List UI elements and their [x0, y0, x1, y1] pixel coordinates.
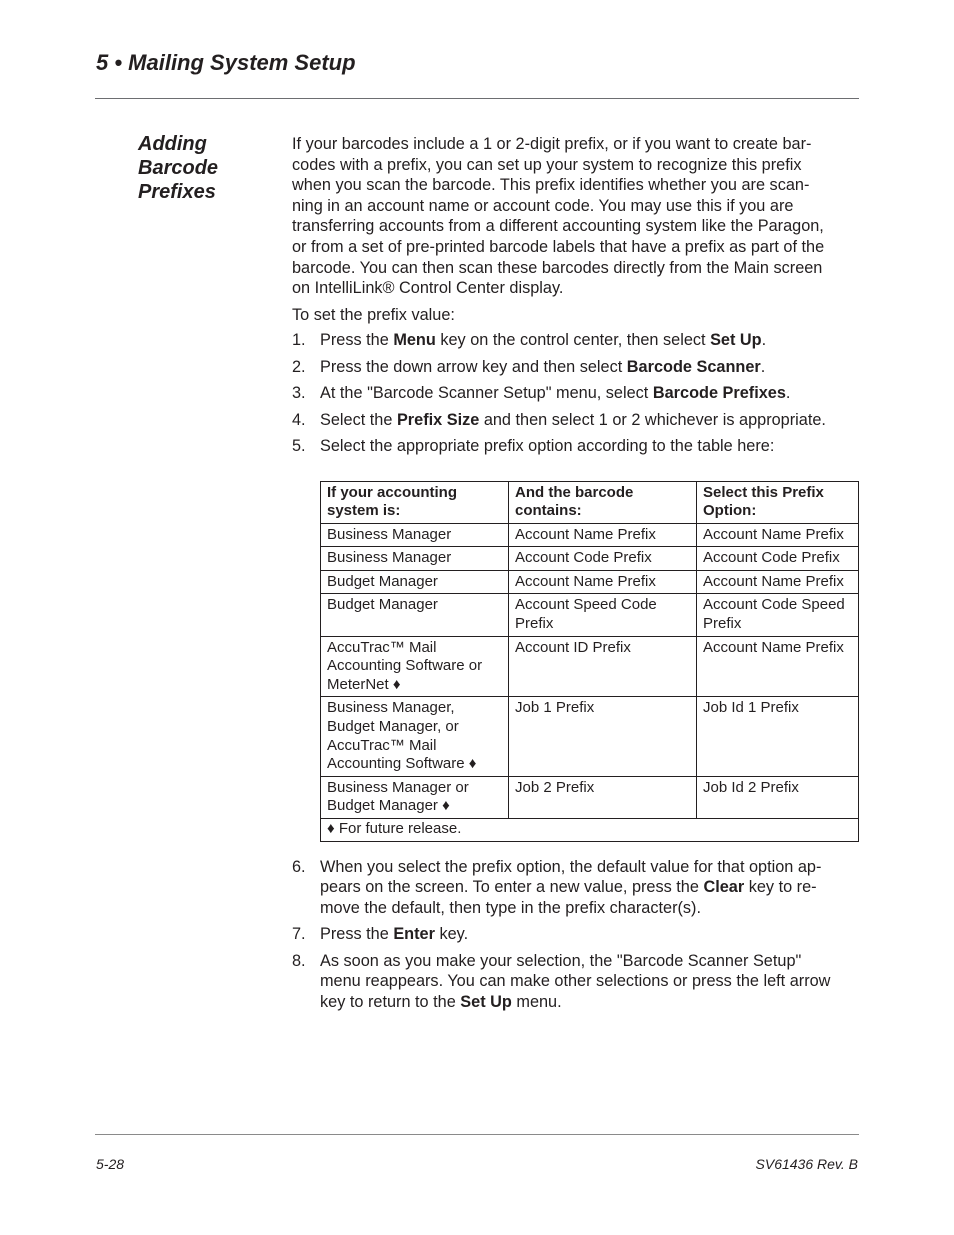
intro-line: on IntelliLink® Control Center display.	[292, 279, 564, 298]
ui-key-name: Clear	[703, 878, 745, 897]
column-header: And the barcode contains:	[509, 481, 697, 523]
table-cell: Business Manager, Budget Manager, or AccuTrac™ Mail Accounting Software ♦	[321, 697, 509, 776]
step-text: Press the down arrow key and then select Barcode Scanner.	[320, 357, 766, 376]
ui-option-name: Prefix Size	[396, 410, 480, 429]
step-item	[292, 357, 858, 378]
ui-menu-name: Barcode Scanner	[626, 357, 761, 376]
intro-line: ning in an account name or account code. You may use this if you are	[292, 196, 794, 215]
table-cell: Account Name Prefix	[509, 570, 697, 594]
table-cell: Business Manager	[321, 523, 509, 547]
header-divider	[95, 98, 859, 99]
table-footnote: ♦ For future release.	[321, 819, 859, 842]
step-item	[292, 436, 858, 457]
ui-menu-name: Set Up	[710, 331, 762, 350]
step-text: At the "Barcode Scanner Setup" menu, select Barcode Prefixes.	[320, 384, 791, 403]
step-text: Press the Enter key.	[320, 925, 469, 944]
table-row	[321, 547, 859, 571]
table-cell: Budget Manager	[321, 570, 509, 594]
ui-menu-name: Barcode Prefixes	[652, 384, 786, 403]
step-text: Select the Prefix Size and then select 1 or 2 whichever is appropriate.	[320, 410, 826, 429]
step-number: 6.	[292, 857, 306, 876]
table-row	[321, 570, 859, 594]
step-number: 8.	[292, 951, 306, 970]
table-cell: Account Code Prefix	[509, 547, 697, 571]
step-item	[292, 857, 858, 919]
table-row	[321, 636, 859, 697]
intro-line: when you scan the barcode. This prefix identifies whether you are scan-	[292, 176, 810, 195]
step-number: 5.	[292, 436, 306, 455]
step-number: 7.	[292, 925, 306, 944]
column-header: If your accounting system is:	[321, 481, 509, 523]
table-cell: Account Name Prefix	[697, 636, 859, 697]
table-cell: Job 2 Prefix	[509, 776, 697, 818]
table-cell: Job Id 2 Prefix	[697, 776, 859, 818]
table-cell: Account Code Speed Prefix	[697, 594, 859, 636]
table-cell: Account Speed Code Prefix	[509, 594, 697, 636]
table-cell: Account ID Prefix	[509, 636, 697, 697]
table-row	[321, 697, 859, 776]
column-header: Select this Prefix Option:	[697, 481, 859, 523]
chapter-title: 5 • Mailing System Setup	[96, 50, 356, 75]
intro-line: or from a set of pre-printed barcode labels that have a prefix as part of the	[292, 237, 825, 256]
prefix-options-table	[320, 481, 859, 842]
step-number: 3.	[292, 384, 306, 403]
page-number: 5-28	[96, 1156, 125, 1172]
step-item	[292, 330, 858, 351]
table-cell: Business Manager	[321, 547, 509, 571]
step-number: 1.	[292, 331, 306, 350]
ui-key-name: Menu	[393, 331, 436, 350]
step-item	[292, 410, 858, 431]
step-text: Press the Menu key on the control center, then select Set Up.	[320, 331, 767, 350]
table-cell: Job 1 Prefix	[509, 697, 697, 776]
intro-line: If your barcodes include a 1 or 2-digit prefix, or if you want to create bar-	[292, 135, 812, 153]
table-row	[321, 776, 859, 818]
ui-key-name: Enter	[393, 925, 435, 944]
ui-key-name: Set Up	[460, 992, 512, 1011]
step-text: Select the appropriate prefix option according to the table here:	[320, 436, 775, 455]
steps-lead: To set the prefix value:	[292, 305, 455, 324]
footer-divider	[95, 1134, 859, 1135]
table-cell: Account Name Prefix	[697, 523, 859, 547]
table-footnote-row	[321, 819, 859, 842]
document-id: SV61436 Rev. B	[755, 1156, 858, 1172]
table-cell: Job Id 1 Prefix	[697, 697, 859, 776]
step-number: 2.	[292, 357, 306, 376]
section-heading	[138, 132, 268, 204]
section-body	[292, 134, 858, 1018]
table-row	[321, 523, 859, 547]
step-item	[292, 951, 858, 1013]
step-item	[292, 383, 858, 404]
table-row	[321, 594, 859, 636]
table-cell: Account Name Prefix	[697, 570, 859, 594]
step-number: 4.	[292, 410, 306, 429]
table-cell: AccuTrac™ Mail Accounting Software or MeterNet ♦	[321, 636, 509, 697]
steps-list-continued	[292, 857, 858, 1013]
intro-line: barcode. You can then scan these barcodes directly from the Main screen	[292, 258, 823, 277]
table-header-row	[321, 481, 859, 523]
section-heading-line: Barcode	[138, 157, 219, 179]
step-text: When you select the prefix option, the default value for that option ap- pears on the screen. To enter a new value, press the Clear key to re- move the default, then type in the prefix character(s).	[320, 857, 822, 917]
intro-line: transferring accounts from a different accounting system like the Paragon,	[292, 217, 824, 236]
table-cell: Budget Manager	[321, 594, 509, 636]
table-cell: Business Manager or Budget Manager ♦	[321, 776, 509, 818]
intro-paragraph	[292, 134, 858, 299]
steps-list	[292, 330, 858, 456]
section-heading-line: Prefixes	[138, 181, 216, 203]
table-cell: Account Name Prefix	[509, 523, 697, 547]
table-cell: Account Code Prefix	[697, 547, 859, 571]
intro-line: codes with a prefix, you can set up your system to recognize this prefix	[292, 155, 802, 174]
step-text: As soon as you make your selection, the "Barcode Scanner Setup" menu reappears. You can make other selections or press the left arrow key to return to the Set Up menu.	[320, 951, 831, 1011]
step-item	[292, 924, 858, 945]
section-heading-line: Adding	[138, 133, 207, 155]
